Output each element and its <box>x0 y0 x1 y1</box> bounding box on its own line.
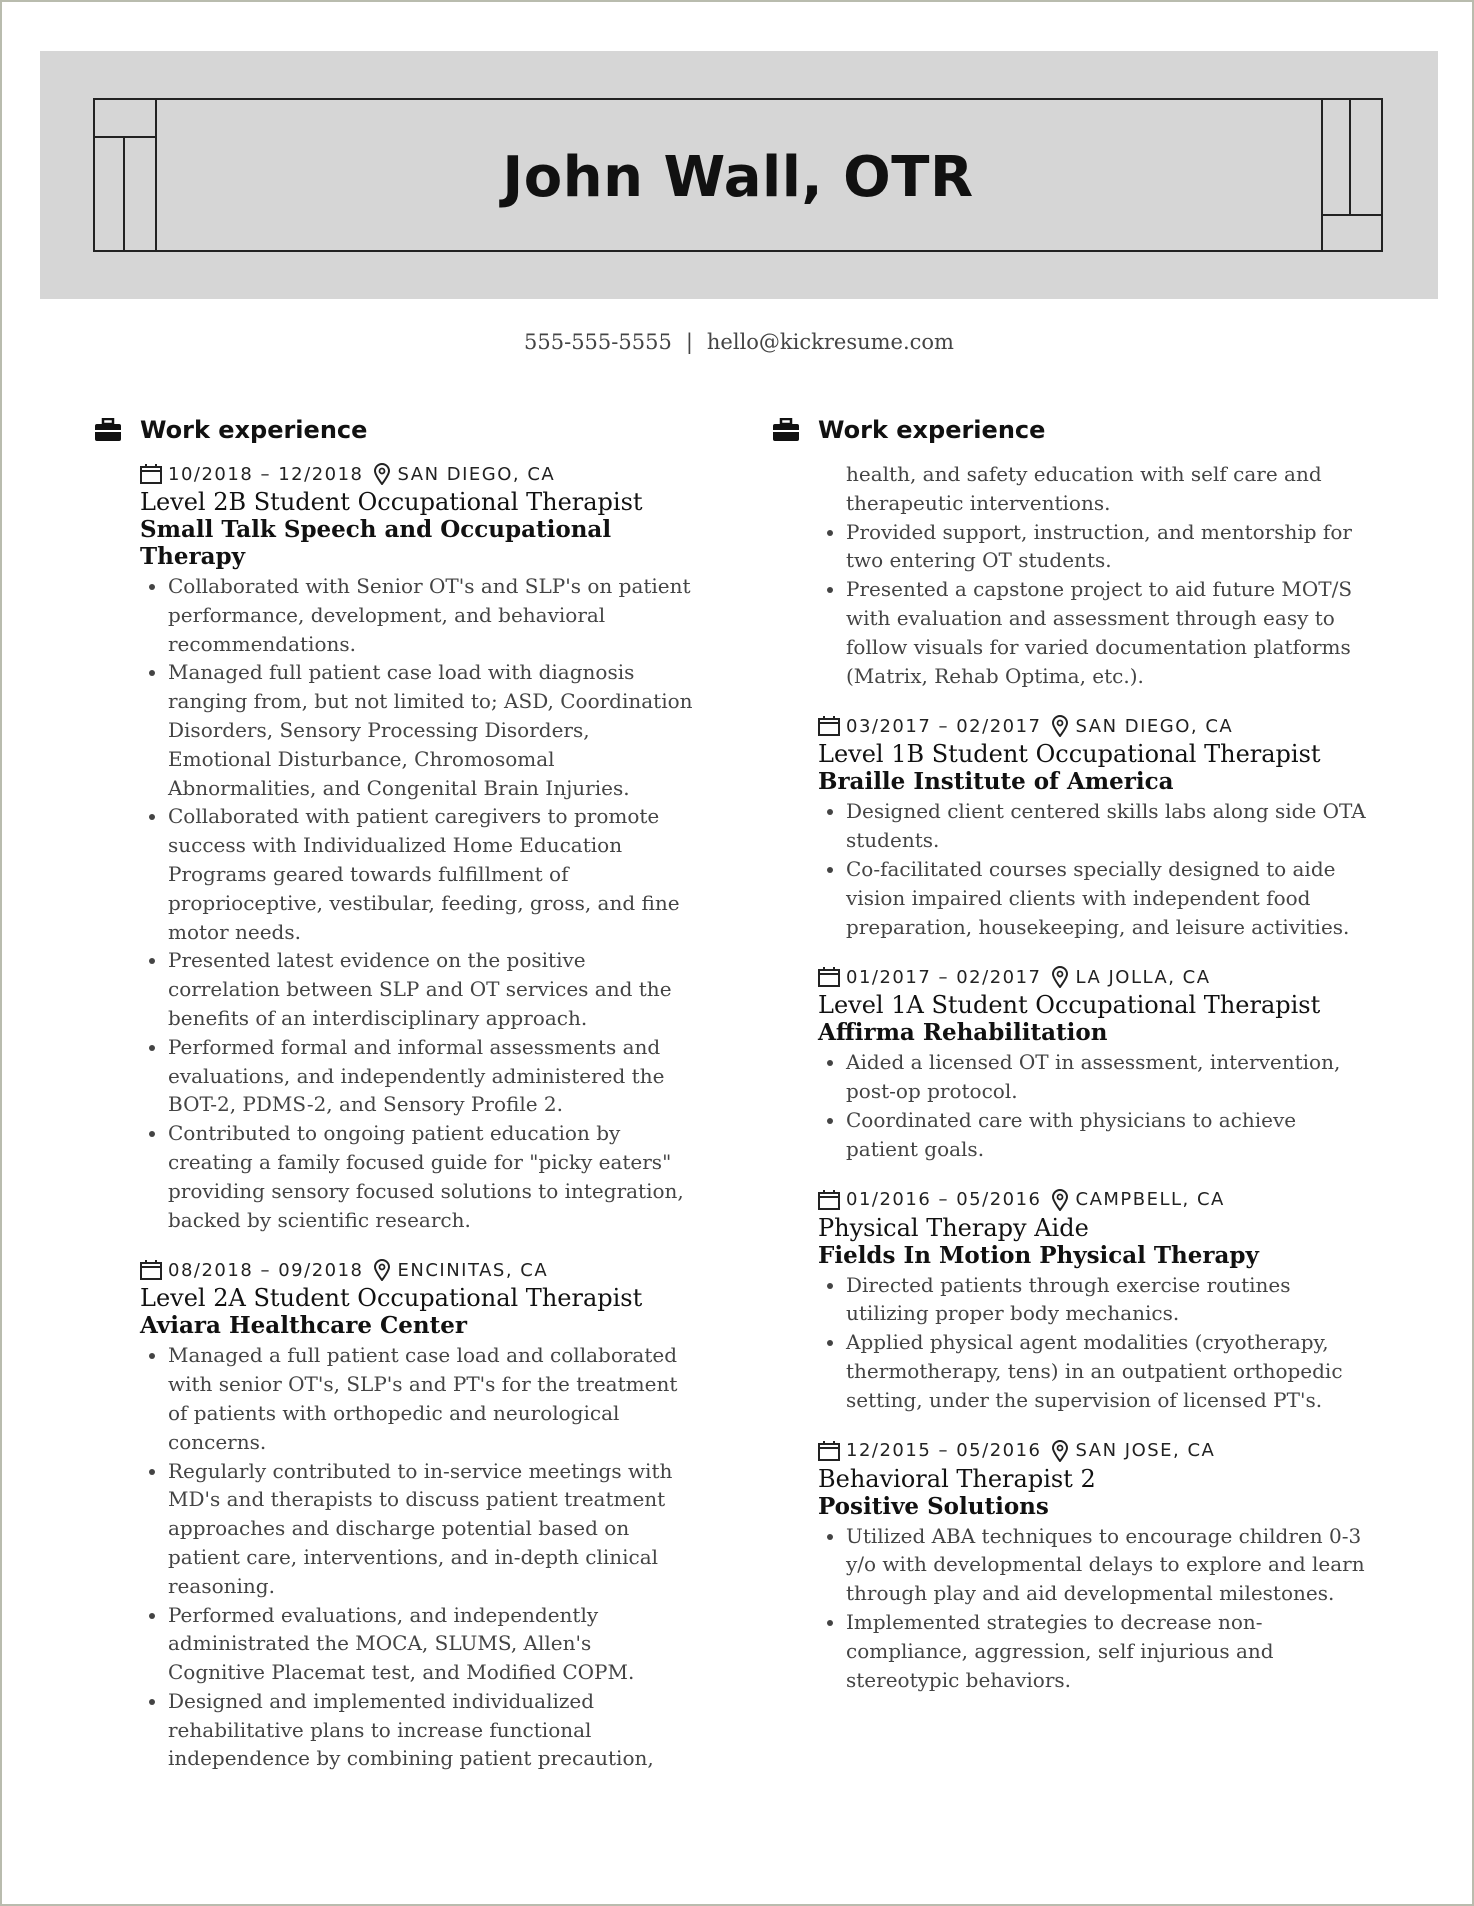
job-entry <box>818 963 1372 1163</box>
name-frame <box>93 98 1383 252</box>
frame-divider-left-h <box>95 136 155 138</box>
left-column <box>94 412 694 1795</box>
job-dates: 01/2016 – 05/2016 <box>846 1189 1042 1211</box>
job-entry <box>140 1256 694 1773</box>
bullet-item: • Presented latest evidence on the positive correlation between SLP and OT services and the benefits of an interdisciplinary approach. <box>168 946 694 1032</box>
calendar-icon <box>818 716 840 736</box>
phone[interactable]: 555-555-5555 <box>524 330 672 354</box>
job-dates: 10/2018 – 12/2018 <box>168 463 364 485</box>
calendar-icon <box>140 1260 162 1280</box>
company-name: Positive Solutions <box>818 1492 1049 1520</box>
job-meta <box>140 460 694 488</box>
job-title: Level 1B Student Occupational Therapist <box>818 740 1321 769</box>
job-bullets <box>140 572 694 1234</box>
job-bullets <box>818 1271 1372 1415</box>
job-location: LA JOLLA, CA <box>1075 966 1211 988</box>
bullet-item: • Managed full patient case load with diagnosis ranging from, but not limited to; ASD, Coordination Disorders, Sensory Processing Disorders, Emotional Disturbance, Chromosomal Abnormalities, and Congenital Brain Injuries. <box>168 658 694 802</box>
job-meta <box>818 712 1372 740</box>
job-dates: 08/2018 – 09/2018 <box>168 1259 364 1281</box>
bullet-item: • Performed evaluations, and independently administrated the MOCA, SLUMS, Allen's Cognitive Placemat test, and Modified COPM. <box>168 1601 694 1687</box>
bullet-item: • Designed client centered skills labs along side OTA students. <box>846 797 1372 855</box>
job-location: SAN DIEGO, CA <box>1075 715 1234 737</box>
contact-line <box>2 330 1474 354</box>
company-name: Aviara Healthcare Center <box>140 1312 467 1340</box>
location-pin-icon <box>1052 715 1068 737</box>
bullet-item: • Designed and implemented individualized rehabilitative plans to increase functional independence by combining patient precaution, <box>168 1687 694 1773</box>
right-column <box>772 412 1372 1716</box>
company-name: Fields In Motion Physical Therapy <box>818 1241 1259 1269</box>
job-title: Level 2B Student Occupational Therapist <box>140 488 643 516</box>
company-name: Braille Institute of America <box>818 768 1174 796</box>
continued-bullet-text: health, and safety education with self care and therapeutic interventions. <box>846 462 1322 515</box>
contact-separator: | <box>685 330 693 354</box>
bullet-item: • Aided a licensed OT in assessment, intervention, post-op protocol. <box>846 1048 1372 1106</box>
job-title: Level 1A Student Occupational Therapist <box>818 991 1321 1020</box>
job-entry <box>818 1437 1372 1695</box>
calendar-icon <box>140 464 162 484</box>
email[interactable]: hello@kickresume.com <box>706 330 954 354</box>
bullet-item: • Implemented strategies to decrease non-compliance, aggression, self injurious and stereotypic behaviors. <box>846 1608 1372 1694</box>
header-band <box>40 51 1438 299</box>
job-dates: 12/2015 – 05/2016 <box>846 1440 1042 1462</box>
calendar-icon <box>818 1441 840 1461</box>
location-pin-icon <box>374 1259 390 1281</box>
location-pin-icon <box>1052 1189 1068 1211</box>
bullet-item: • Utilized ABA techniques to encourage children 0-3 y/o with developmental delays to explore and learn through play and aid developmental milestones. <box>846 1522 1372 1608</box>
job-location: CAMPBELL, CA <box>1075 1189 1225 1211</box>
bullet-item: • Applied physical agent modalities (cryotherapy, thermotherapy, tens) in an outpatient orthopedic setting, under the supervision of licensed PT's. <box>846 1328 1372 1414</box>
bullet-item: • Performed formal and informal assessments and evaluations, and independently administered the BOT-2, PDMS-2, and Sensory Profile 2. <box>168 1033 694 1119</box>
bullet-item: • Regularly contributed to in-service meetings with MD's and therapists to discuss patient treatment approaches and discharge potential based on patient care, interventions, and in-depth clinical reasoning. <box>168 1457 694 1601</box>
job-meta <box>818 963 1372 991</box>
job-entry <box>818 1186 1372 1415</box>
job-bullets <box>818 797 1372 941</box>
bullet-item: • Directed patients through exercise routines utilizing proper body mechanics. <box>846 1271 1372 1329</box>
section-title: Work experience <box>140 416 368 444</box>
job-location: SAN DIEGO, CA <box>397 463 556 485</box>
bullet-item: • Collaborated with patient caregivers to promote success with Individualized Home Education Programs geared towards fulfillment of proprioceptive, vestibular, feeding, gross, and fine motor needs. <box>168 802 694 946</box>
job-bullets <box>140 1341 694 1773</box>
section-header-work-left <box>94 412 694 448</box>
briefcase-icon <box>94 418 122 442</box>
bullet-item: • Provided support, instruction, and mentorship for two entering OT students. <box>846 518 1372 576</box>
continued-text <box>818 460 1372 518</box>
calendar-icon <box>818 1190 840 1210</box>
location-pin-icon <box>1052 966 1068 988</box>
briefcase-icon <box>772 418 800 442</box>
section-title: Work experience <box>818 416 1046 444</box>
candidate-name: John Wall, OTR <box>502 145 974 210</box>
location-pin-icon <box>374 463 390 485</box>
bullet-item: • Coordinated care with physicians to achieve patient goals. <box>846 1106 1372 1164</box>
frame-divider-right-h <box>1321 214 1381 216</box>
job-bullets <box>818 1522 1372 1695</box>
job-bullets <box>818 518 1372 691</box>
job-location: SAN JOSE, CA <box>1075 1440 1216 1462</box>
calendar-icon <box>818 967 840 987</box>
bullet-item: • Presented a capstone project to aid future MOT/S with evaluation and assessment through easy to follow visuals for varied documentation platforms (Matrix, Rehab Optima, etc.). <box>846 575 1372 690</box>
job-meta <box>818 1186 1372 1214</box>
job-entry <box>818 712 1372 941</box>
company-name: Small Talk Speech and Occupational Therapy <box>140 516 612 570</box>
bullet-item: • Contributed to ongoing patient education by creating a family focused guide for "picky eaters" providing sensory focused solutions to integration, backed by scientific research. <box>168 1119 694 1234</box>
job-title: Behavioral Therapist 2 <box>818 1464 1096 1493</box>
bullet-item: • Managed a full patient case load and collaborated with senior OT's, SLP's and PT's for the treatment of patients with orthopedic and neurological concerns. <box>168 1341 694 1456</box>
job-bullets <box>818 1048 1372 1163</box>
job-location: ENCINITAS, CA <box>397 1259 549 1281</box>
job-entry <box>140 460 694 1234</box>
job-continuation <box>818 460 1372 690</box>
job-meta <box>140 1256 694 1284</box>
bullet-item: • Collaborated with Senior OT's and SLP's on patient performance, development, and behavioral recommendations. <box>168 572 694 658</box>
job-dates: 03/2017 – 02/2017 <box>846 715 1042 737</box>
job-dates: 01/2017 – 02/2017 <box>846 966 1042 988</box>
location-pin-icon <box>1052 1440 1068 1462</box>
job-meta <box>818 1437 1372 1465</box>
company-name: Affirma Rehabilitation <box>818 1019 1108 1047</box>
job-title: Physical Therapy Aide <box>818 1213 1089 1242</box>
job-title: Level 2A Student Occupational Therapist <box>140 1284 643 1313</box>
section-header-work-right <box>772 412 1372 448</box>
bullet-item: • Co-facilitated courses specially designed to aide vision impaired clients with independent food preparation, housekeeping, and leisure activities. <box>846 855 1372 941</box>
